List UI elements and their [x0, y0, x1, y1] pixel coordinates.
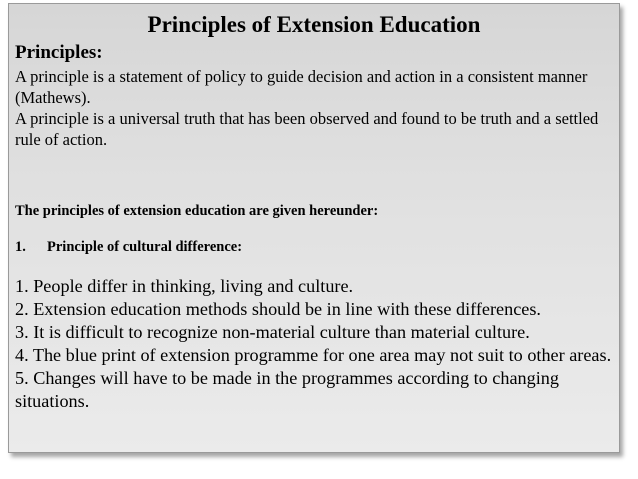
point-5: 5. Changes will have to be made in the programmes according to changing situations.: [15, 368, 559, 411]
subheading-label: Principle of cultural difference:: [47, 239, 243, 255]
point-4: 4. The blue print of extension programme for one area may not suit to other areas.: [15, 345, 612, 365]
subheading: [15, 237, 242, 257]
point-2: 2. Extension education methods should be in line with these differences.: [15, 299, 541, 319]
subheading-number: 1.: [15, 239, 26, 255]
point-3: 3. It is difficult to recognize non-material culture than material culture.: [15, 322, 530, 342]
definition-1: A principle is a statement of policy to guide decision and action in a consistent manner (Mathews).: [15, 67, 588, 107]
given-heading: The principles of extension education are given hereunder:: [15, 203, 379, 219]
definition-2: A principle is a universal truth that has been observed and found to be truth and a settled rule of action.: [15, 109, 599, 149]
content-panel: [8, 3, 620, 453]
principles-heading: Principles:: [15, 42, 103, 63]
point-1: 1. People differ in thinking, living and culture.: [15, 276, 354, 296]
points-list: [15, 275, 620, 413]
slide-title: Principles of Extension Education: [147, 12, 481, 37]
definitions: [15, 66, 615, 150]
